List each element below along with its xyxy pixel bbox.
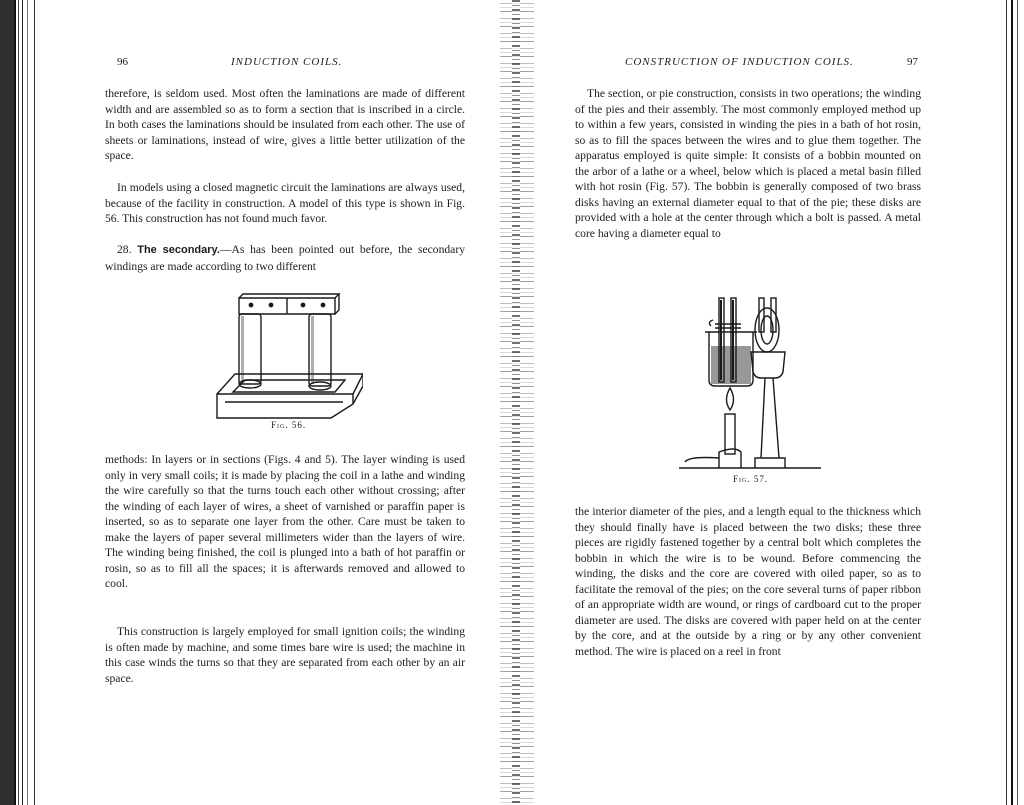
paragraph: the interior diameter of the pies, and a length equal to the thickness which they should finally have is placed between the two disks; these three pieces are rigidly fastened together by a central bolt which completes the bobbin in which the wire is to be wound. Before commencing the winding, the disks and the core are covered with oiled paper, so as to facilitate the removal of the pies; on the core several turns of paper ribbon of an appropriate width are wound, or rings of cardboard cut to the proper diameter are used. The disks are covered with paper held on at the center by the core, and at the outside by a ring or by any other convenient method. The wire is placed on a reel in front	[575, 505, 921, 658]
left-page	[105, 0, 465, 805]
scan-edge-right	[1002, 0, 1024, 805]
running-head: CONSTRUCTION OF INDUCTION COILS.	[625, 56, 854, 68]
section-number: 28.	[117, 243, 132, 256]
section-text: —As has been pointed out before, the secondary windings are made according to two different	[105, 243, 465, 273]
figure-56-illustration	[213, 290, 363, 420]
left-page-header	[105, 56, 465, 72]
page-number: 96	[117, 56, 128, 68]
paragraph: In models using a closed magnetic circuit the laminations are always used, because of the facility in construction. A model of this type is shown in Fig. 56. This construction has not found much favor.	[105, 181, 465, 225]
figure-caption: Fig. 56.	[271, 420, 307, 430]
running-head: INDUCTION COILS.	[231, 56, 343, 68]
section-heading: The secondary.	[137, 244, 220, 256]
paragraph: therefore, is seldom used. Most often the laminations are made of different width and are assembled so as to form a section that is inscribed in a circle. In both cases the laminations should be insulated from each other. The use of sheets or laminations, instead of wire, gives a little better utilization of the space.	[105, 87, 465, 162]
paragraph: The section, or pie construction, consists in two operations; the winding of the pies and their assembly. The most commonly employed method up to within a few years, consisted in winding the pies in a bath of hot rosin, so as to fill the spaces between the wires and to glue them together. The apparatus employed is quite simple: It consists of a bobbin mounted on the arbor of a lathe or a wheel, below which is placed a metal basin filled with hot rosin (Fig. 57). The bobbin is generally composed of two brass disks having an external diameter equal to that of the pie; these disks are provided with a hole at the center through which a bolt is passed. A metal core having a diameter equal to	[575, 87, 921, 240]
right-page-header	[575, 56, 921, 72]
section-paragraph	[105, 242, 465, 274]
right-page	[575, 0, 921, 805]
scan-edge-left-lines	[14, 0, 44, 805]
page-number: 97	[907, 56, 918, 68]
paragraph: methods: In layers or in sections (Figs. 4 and 5). The layer winding is used only in very small coils; it is made by placing the coil in a lathe and winding the wire carefully so that the turns touch each other without crossing; after the winding of each layer of wires, a sheet of varnished or paraffin paper is inserted, so as to separate one layer from the other. Care must be taken to make the layers of paper several millimeters wider than the layers of wire. The winding being finished, the coil is plunged into a bath of hot paraffin or rosin, so as to fill all the spaces; it is afterwards removed and allowed to cool.	[105, 453, 465, 590]
figure-57-illustration	[675, 292, 825, 472]
figure-caption: Fig. 57.	[733, 474, 769, 484]
paragraph: This construction is largely employed for small ignition coils; the winding is often made by machine, and some times bare wire is used; the machine in this case winds the turns so that they are separated from each other by an air space.	[105, 625, 465, 685]
scan-edge-left	[0, 0, 14, 805]
book-gutter-core	[512, 0, 520, 805]
